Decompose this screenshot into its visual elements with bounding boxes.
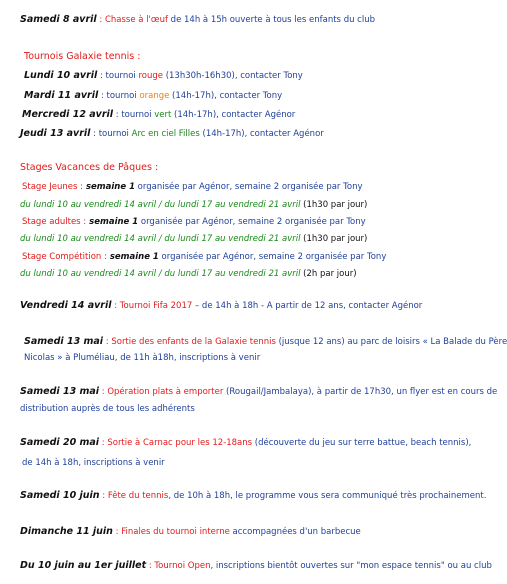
camp-dates: du lundi 10 au vendredi 14 avril / du lundi 17 au vendredi 21 avril (20, 269, 301, 279)
event-name: Tournoi Fifa 2017 (119, 301, 193, 311)
event-line-open-tournament (20, 560, 492, 572)
separator: : (99, 438, 108, 448)
event-details: (jusque 12 ans) au parc de loisirs « La Balade du Père (275, 337, 507, 347)
event-name: Tournoi Open (154, 561, 211, 571)
event-date: Dimanche 11 juin (20, 526, 113, 537)
event-details: (découverte du jeu sur terre battue, beach tennis), (252, 438, 472, 448)
tournament-prefix: : tournoi (90, 129, 132, 139)
camp-name: Stage adultes : (22, 217, 87, 227)
event-details: de 14h à 15h ouverte à tous les enfants du club (167, 15, 375, 25)
tournament-details: (14h-17h), contacter Agénor (199, 129, 324, 139)
tournament-line-tuesday (24, 90, 282, 102)
tournament-details: (13h30h-16h30), contacter Tony (163, 71, 303, 81)
event-line-carnac-outing (20, 437, 471, 449)
event-name: Fête du tennis (107, 491, 169, 501)
event-date: Lundi 10 avril (24, 70, 98, 81)
event-line-kids-outing (24, 336, 507, 348)
separator: : (112, 527, 122, 537)
event-date: Samedi 13 mai (24, 336, 104, 347)
camp-line-adults (22, 216, 366, 228)
event-date: Samedi 20 mai (20, 437, 100, 448)
event-line-carnac-outing-continued: de 14h à 18h, inscriptions à venir (22, 458, 165, 468)
event-date: Jeudi 13 avril (20, 128, 91, 139)
tournament-prefix: : tournoi (113, 110, 155, 120)
camp-week: semaine 1 (106, 252, 159, 262)
tournament-line-wednesday (22, 109, 295, 121)
separator: : (99, 387, 108, 397)
event-date: Vendredi 14 avril (20, 300, 112, 311)
camp-dates: du lundi 10 au vendredi 14 avril / du lundi 17 au vendredi 21 avril (20, 200, 301, 210)
tournament-details: (14h-17h), contacter Agénor (171, 110, 296, 120)
camp-line-competition (22, 251, 386, 263)
event-line-internal-finals (20, 526, 361, 538)
event-line-easter-egg-hunt (20, 14, 375, 26)
camp-dates-juniors (20, 199, 367, 211)
event-date: Samedi 13 mai (20, 386, 100, 397)
camp-dates-adults (20, 233, 367, 245)
tournament-line-thursday (20, 128, 324, 140)
tournament-details: (14h-17h), contacter Tony (169, 91, 283, 101)
tournament-color: Arc en ciel Filles (131, 129, 200, 139)
event-details: , de 10h à 18h, le programme vous sera communiqué très prochainement. (168, 491, 487, 501)
event-date: Mardi 11 avril (24, 90, 99, 101)
separator: : (96, 15, 105, 25)
separator: : (99, 491, 108, 501)
event-line-takeaway-dishes (20, 386, 497, 398)
event-date: Mercredi 12 avril (22, 109, 114, 120)
tournament-prefix: : tournoi (97, 71, 139, 81)
event-details: , inscriptions bientôt ouvertes sur "mon espace tennis" ou au club (210, 561, 492, 571)
event-details: – de 14h à 18h - A partir de 12 ans, contacter Agénor (192, 301, 423, 311)
camp-line-juniors (22, 181, 363, 193)
tournament-color: rouge (138, 71, 163, 81)
camp-organizers: organisée par Agénor, semaine 2 organisée par Tony (158, 252, 387, 262)
event-line-kids-outing-continued: Nicolas » à Pluméliau, de 11h à18h, inscriptions à venir (24, 353, 261, 363)
camp-hours: (2h par jour) (300, 269, 357, 279)
event-details: (Rougail/Jambalaya), à partir de 17h30, un flyer est en cours de (223, 387, 498, 397)
tournament-color: orange (139, 91, 170, 101)
separator: : (103, 337, 112, 347)
event-line-takeaway-dishes-continued: distribution auprès de tous les adhérents (20, 404, 195, 414)
separator: : (146, 561, 155, 571)
tournament-color: vert (154, 110, 172, 120)
section-title-easter-camps: Stages Vacances de Pâques : (20, 162, 159, 173)
event-name: Sortie à Carnac pour les 12-18ans (107, 438, 253, 448)
camp-hours: (1h30 par jour) (300, 200, 368, 210)
event-line-fifa-tournament (20, 300, 422, 312)
camp-name: Stage Jeunes : (22, 182, 83, 192)
event-name: Chasse à l'œuf (104, 15, 168, 25)
camp-name: Stage Compétition : (22, 252, 107, 262)
event-name: Opération plats à emporter (107, 387, 224, 397)
event-date: Samedi 10 juin (20, 490, 100, 501)
camp-organizers: organisée par Agénor, semaine 2 organisée par Tony (138, 217, 366, 227)
camp-dates: du lundi 10 au vendredi 14 avril / du lundi 17 au vendredi 21 avril (20, 234, 301, 244)
section-title-galaxy-tournaments: Tournois Galaxie tennis : (24, 51, 141, 62)
event-details: accompagnées d'un barbecue (229, 527, 361, 537)
camp-week: semaine 1 (83, 182, 135, 192)
tournament-line-monday (24, 70, 303, 82)
camp-organizers: organisée par Agénor, semaine 2 organisée par Tony (134, 182, 363, 192)
event-line-tennis-festival (20, 490, 486, 502)
event-date: Samedi 8 avril (20, 14, 97, 25)
camp-hours: (1h30 par jour) (300, 234, 368, 244)
camp-dates-competition (20, 268, 357, 280)
event-name: Sortie des enfants de la Galaxie tennis (111, 337, 276, 347)
event-date: Du 10 juin au 1er juillet (20, 560, 147, 571)
tournament-prefix: : tournoi (98, 91, 140, 101)
separator: : (111, 301, 120, 311)
event-name: Finales du tournoi interne (121, 527, 230, 537)
camp-week: semaine 1 (86, 217, 139, 227)
